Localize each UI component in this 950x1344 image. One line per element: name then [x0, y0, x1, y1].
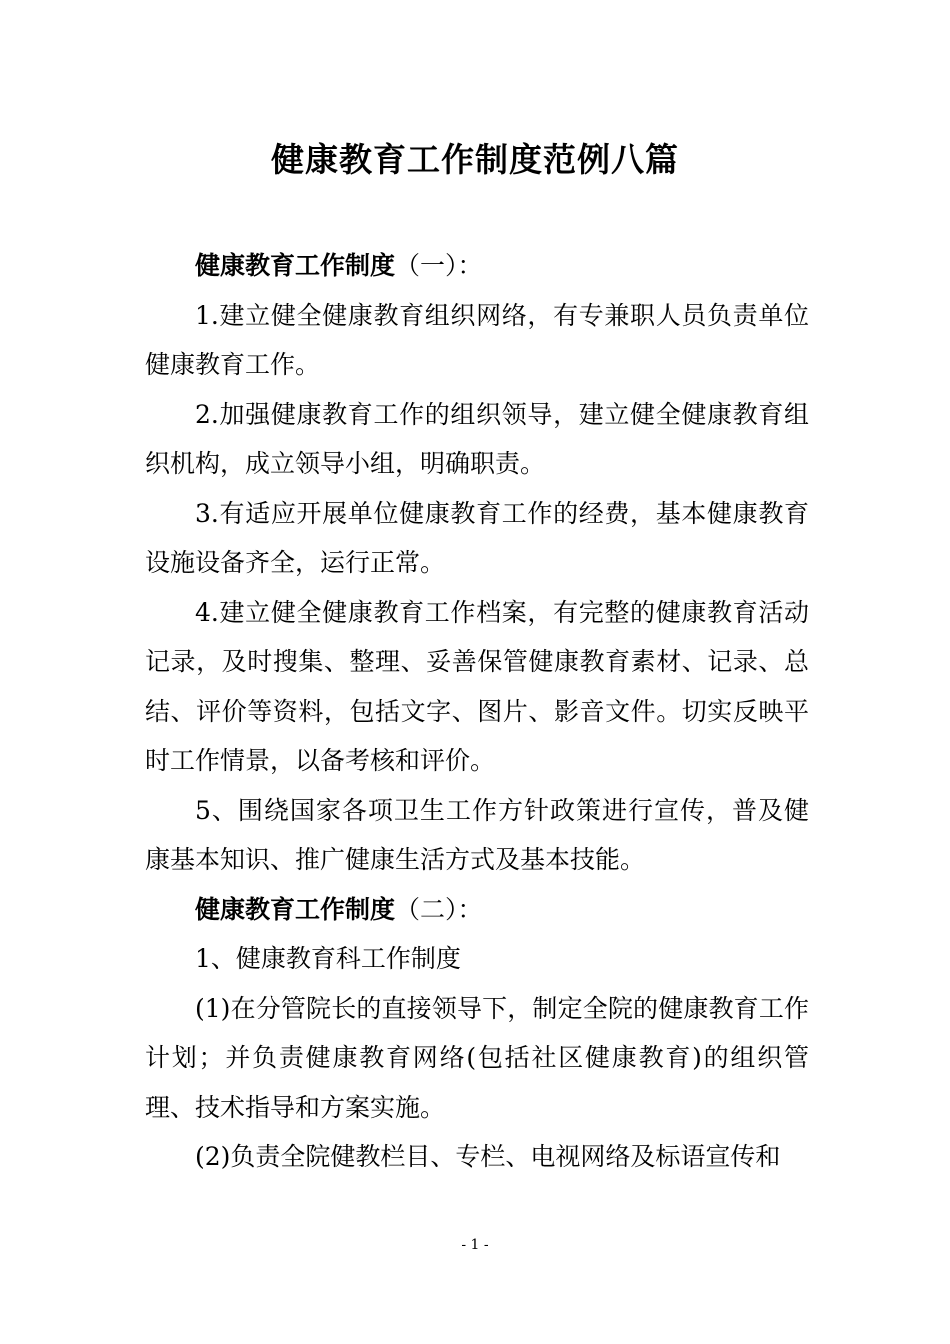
section-heading-1-text: 健康教育工作制度: [195, 251, 396, 280]
paragraph-2-1: 1、健康教育科工作制度: [195, 944, 461, 973]
paragraph-1-4: 4.建立健全健康教育工作档案，有完整的健康教育活动记录，及时搜集、整理、妥善保管健康教育素材、记录、总结、评价等资料，包括文字、图片、影音文件。切实反映平时工作情景，以备考核和评价。: [145, 597, 809, 775]
paragraph-2-3: (2)负责全院健教栏目、专栏、电视网络及标语宣传和: [195, 1142, 781, 1171]
paragraph-1-2: 2.加强健康教育工作的组织领导，建立健全健康教育组织机构，成立领导小组，明确职责。: [145, 399, 809, 478]
paragraph-2-2: (1)在分管院长的直接领导下，制定全院的健康教育工作计划；并负责健康教育网络(包括社区健康教育)的组织管理、技术指导和方案实施。: [145, 993, 809, 1122]
section-heading-1-number: （一）：: [395, 251, 483, 280]
paragraph-1-3: 3.有适应开展单位健康教育工作的经费，基本健康教育设施设备齐全，运行正常。: [145, 498, 809, 577]
paragraph-1-5: 5、围绕国家各项卫生工作方针政策进行宣传，普及健康基本知识、推广健康生活方式及基本技能。: [145, 795, 809, 874]
page-number: - 1 -: [461, 1237, 489, 1253]
document-title: 健康教育工作制度范例八篇: [271, 140, 679, 179]
section-heading-1: [145, 241, 809, 291]
paragraph-1-1: 1.建立健全健康教育组织网络，有专兼职人员负责单位健康教育工作。: [145, 300, 809, 379]
section-heading-2: [145, 885, 809, 935]
document-body: [145, 241, 809, 1182]
section-heading-2-text: 健康教育工作制度: [195, 894, 396, 924]
section-heading-2-number: （二）：: [395, 894, 483, 924]
